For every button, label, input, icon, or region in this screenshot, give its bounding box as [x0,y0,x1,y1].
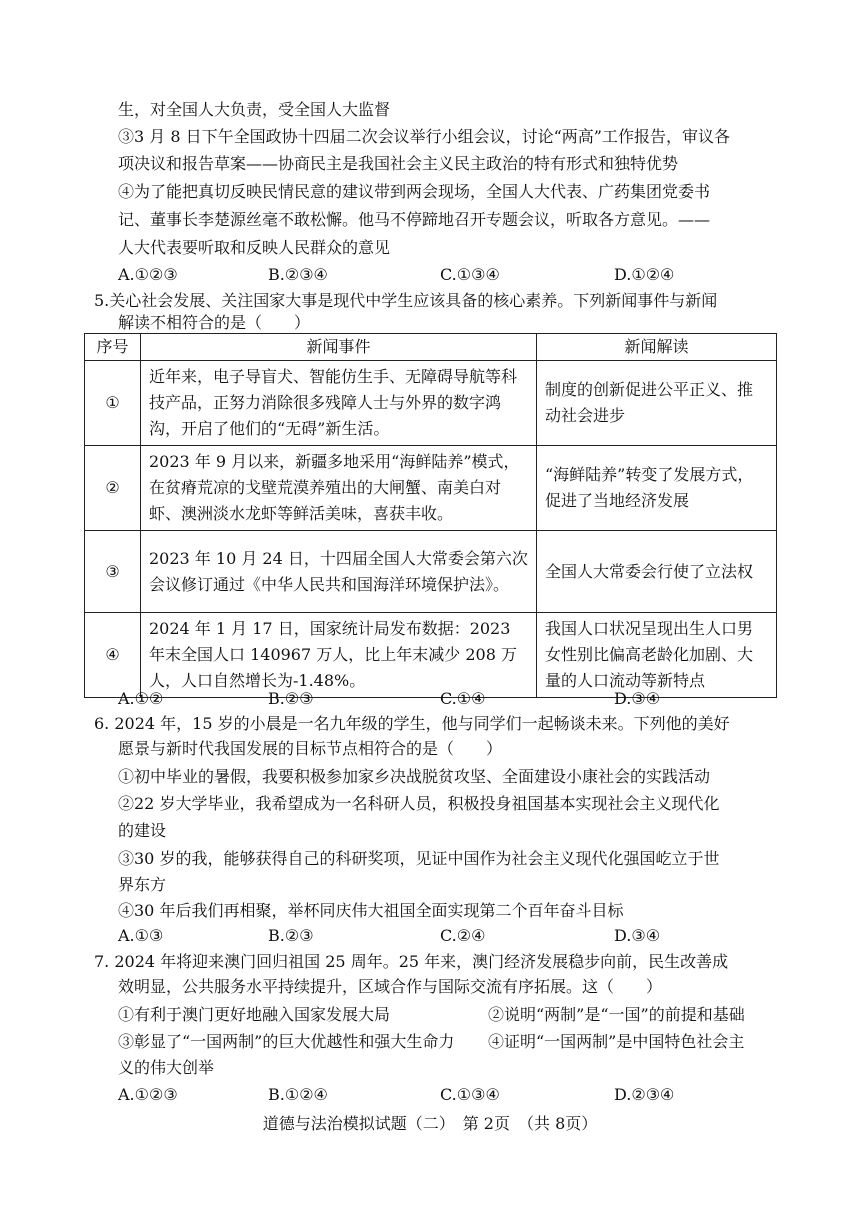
row-event: 2024 年 1 月 17 日，国家统计局发布数据：2023 年末全国人口 140967 万人，比上年末减少 208 万人，人口自然增长为-1.48%。 [141,613,537,698]
q7-stem-cont: 效明显，公共服务水平持续提升，区域合作与国际交流有序拓展。这（ ） [118,977,663,996]
q7-option-b[interactable]: B.①②④ [268,1085,328,1104]
q7-item-1: ①有利于澳门更好地融入国家发展大局 [118,1005,391,1024]
q6-item-1: ①初中毕业的暑假，我要积极参加家乡决战脱贫攻坚、全面建设小康社会的实践活动 [118,767,711,786]
q4-text-line: 生，对全国人大负责，受全国人大监督 [118,100,391,119]
q6-option-c[interactable]: C.②④ [440,926,486,945]
table-row [85,361,777,446]
row-event: 2023 年 10 月 24 日，十四届全国人大常委会第六次会议修订通过《中华人民共和国海洋环境保护法》。 [141,531,537,613]
row-num: ② [85,446,141,531]
q5-stem-cont: 解读不相符合的是（ ） [118,313,311,332]
table-row [85,446,777,531]
q4-item-4-cont: 记、董事长李楚源丝毫不敢松懈。他马不停蹄地召开专题会议，听取各方意见。—— [118,210,711,229]
q6-item-4: ④30 年后我们再相聚，举杯同庆伟大祖国全面实现第二个百年奋斗目标 [118,901,624,920]
q6-stem-cont: 愿景与新时代我国发展的目标节点相符合的是（ ） [118,739,503,758]
q6-option-a[interactable]: A.①③ [118,926,164,945]
q4-option-b[interactable]: B.②③④ [268,265,328,284]
q5-option-d[interactable]: D.③④ [614,689,661,708]
header-num: 序号 [85,334,141,361]
q6-option-b[interactable]: B.②③ [268,926,314,945]
q7-item-2: ②说明“两制”是“一国”的前提和基础 [488,1005,745,1024]
q4-item-3-cont: 项决议和报告草案——协商民主是我国社会主义民主政治的特有形式和独特优势 [118,154,679,173]
q7-options [118,1083,758,1107]
row-num: ① [85,361,141,446]
header-interp: 新闻解读 [537,334,777,361]
row-event: 2023 年 9 月以来，新疆多地采用“海鲜陆养”模式，在贫瘠荒凉的戈壁荒漠养殖出的大闸蟹、南美白对虾、澳洲淡水龙虾等鲜活美味，喜获丰收。 [141,446,537,531]
q5-option-b[interactable]: B.②③ [268,689,314,708]
q4-option-a[interactable]: A.①②③ [118,265,178,284]
table-header-row [85,334,777,361]
news-table [84,333,777,698]
row-interp: 制度的创新促进公平正义、推动社会进步 [537,361,777,446]
q7-stem: 7. 2024 年将迎来澳门回归祖国 25 周年。25 年来，澳门经济发展稳步向前，民生改善成 [94,952,729,971]
q6-options [118,924,758,948]
row-num: ④ [85,613,141,698]
row-num: ③ [85,531,141,613]
row-interp: “海鲜陆养”转变了发展方式，促进了当地经济发展 [537,446,777,531]
q6-option-d[interactable]: D.③④ [614,926,661,945]
q4-item-3: ③3 月 8 日下午全国政协十四届二次会议举行小组会议，讨论“两高”工作报告，审议各 [118,127,730,146]
q7-option-c[interactable]: C.①③④ [440,1085,500,1104]
q6-item-2: ②22 岁大学毕业，我希望成为一名科研人员，积极投身祖国基本实现社会主义现代化 [118,794,720,813]
q7-option-d[interactable]: D.②③④ [614,1085,675,1104]
q7-item-4: ④证明“一国两制”是中国特色社会主 [488,1032,745,1051]
page-footer: 道德与法治模拟试题（二） 第 2页 （共 8页） [262,1114,598,1133]
row-interp: 我国人口状况呈现出生人口男女性别比偏高老龄化加剧、大量的人口流动等新特点 [537,613,777,698]
table-row [85,531,777,613]
q6-item-2-cont: 的建设 [118,821,167,840]
row-interp: 全国人大常委会行使了立法权 [537,531,777,613]
q4-item-4: ④为了能把真切反映民情民意的建议带到两会现场，全国人大代表、广药集团党委书 [118,182,711,201]
q5-option-c[interactable]: C.①④ [440,689,486,708]
q4-item-4-cont: 人大代表要听取和反映人民群众的意见 [118,238,391,257]
q5-options [118,687,758,711]
q7-item-3: ③彰显了“一国两制”的巨大优越性和强大生命力 [118,1032,455,1051]
q4-option-c[interactable]: C.①③④ [440,265,500,284]
q6-stem: 6. 2024 年，15 岁的小晨是一名九年级的学生，他与同学们一起畅谈未来。下列他的美好 [94,714,730,733]
q7-option-a[interactable]: A.①②③ [118,1085,178,1104]
q6-item-3: ③30 岁的我，能够获得自己的科研奖项，见证中国作为社会主义现代化强国屹立于世 [118,849,720,868]
row-event: 近年来，电子导盲犬、智能仿生手、无障碍导航等科技产品，正努力消除很多残障人士与外界的数字鸿沟，开启了他们的“无碍”新生活。 [141,361,537,446]
table-row [85,613,777,698]
q7-item-4-cont: 义的伟大创举 [118,1058,215,1077]
header-event: 新闻事件 [141,334,537,361]
q6-item-3-cont: 界东方 [118,875,167,894]
q4-options [118,263,758,287]
q5-stem: 5.关心社会发展、关注国家大事是现代中学生应该具备的核心素养。下列新闻事件与新闻 [94,291,718,310]
q5-option-a[interactable]: A.①② [118,689,164,708]
q4-option-d[interactable]: D.①②④ [614,265,675,284]
